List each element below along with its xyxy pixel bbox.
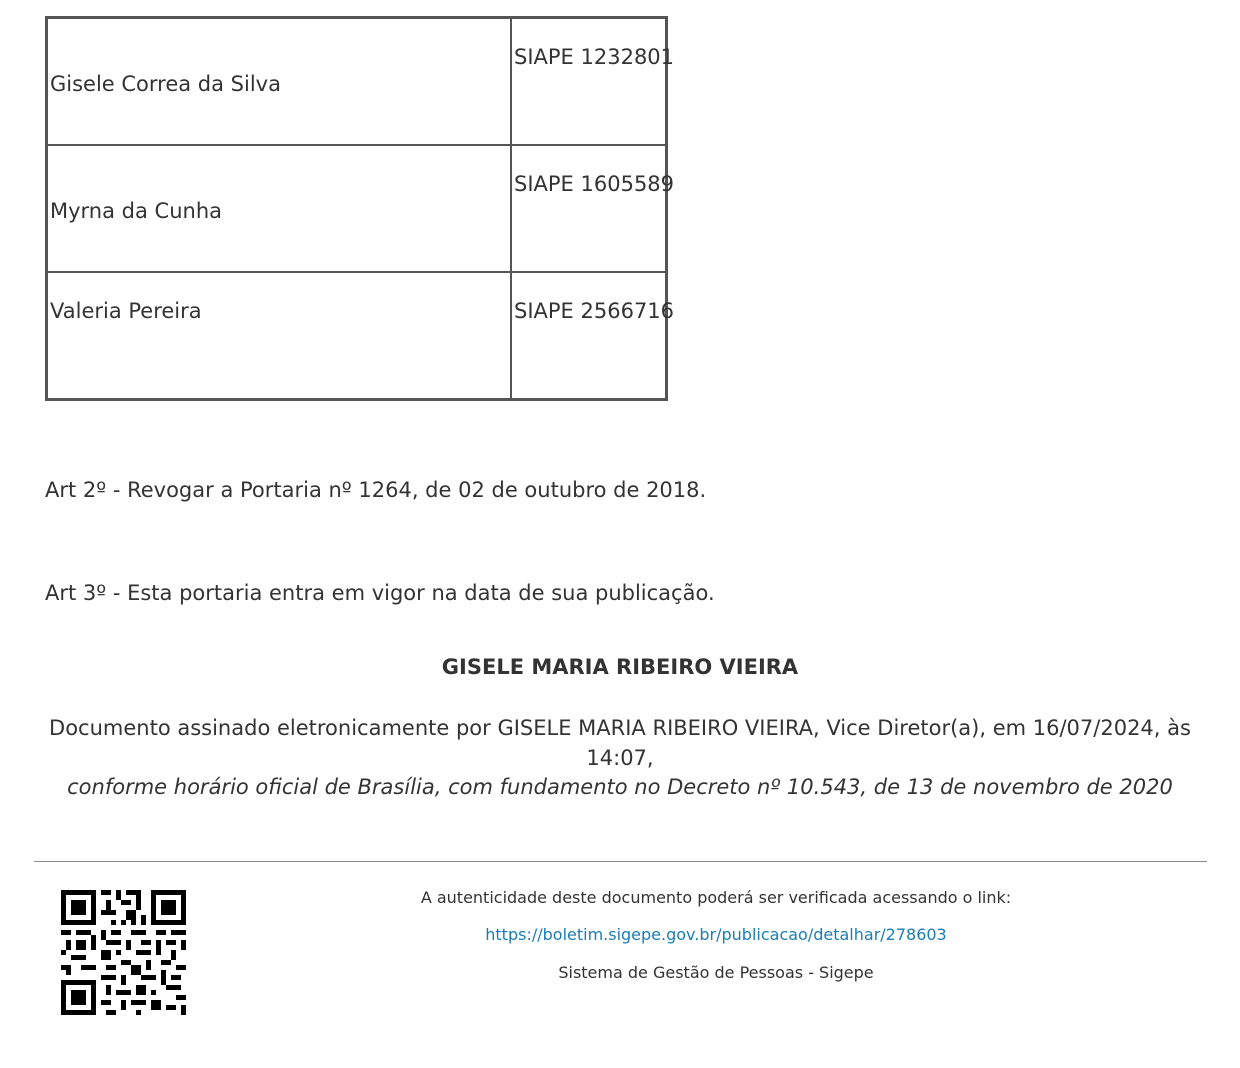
- article-3: Art 3º - Esta portaria entra em vigor na data de sua publicação.: [45, 581, 715, 605]
- name-cell: [47, 145, 511, 272]
- signature-legal-basis: conforme horário oficial de Brasília, com fundamento no Decreto nº 10.543, de 13 de novembro de 2020: [67, 775, 1173, 799]
- signer-name: GISELE MARIA RIBEIRO VIEIRA: [441, 655, 799, 679]
- verification-link[interactable]: https://boletim.sigepe.gov.br/publicacao/detalhar/278603: [485, 925, 947, 944]
- signature-statement: Documento assinado eletronicamente por GISELE MARIA RIBEIRO VIEIRA, Vice Diretor(a), em 16/07/2024, às 14:07,: [49, 716, 1191, 770]
- servant-name: Gisele Correa da Silva: [50, 72, 281, 96]
- siape-cell: [511, 18, 675, 145]
- siape-cell: [511, 145, 675, 272]
- servant-siape: SIAPE 1605589: [514, 172, 675, 196]
- article-2: Art 2º - Revogar a Portaria nº 1264, de 02 de outubro de 2018.: [45, 478, 707, 502]
- name-cell: [47, 272, 511, 399]
- system-name: Sistema de Gestão de Pessoas - Sigepe: [558, 963, 874, 982]
- name-cell: [47, 18, 511, 145]
- servants-table: [45, 16, 675, 401]
- servant-siape: SIAPE 1232801: [514, 45, 675, 69]
- verification-text: A autenticidade deste documento poderá ser verificada acessando o link:: [420, 888, 1012, 907]
- qr-code-icon: [61, 890, 186, 1015]
- table-row: [47, 272, 666, 399]
- servant-siape: SIAPE 2566716: [514, 299, 675, 323]
- servant-name: Myrna da Cunha: [50, 199, 222, 223]
- servant-name: Valeria Pereira: [50, 299, 202, 323]
- table-row: [47, 18, 666, 145]
- footer-divider: [34, 861, 1207, 862]
- siape-cell: [511, 272, 675, 399]
- table-row: [47, 145, 666, 272]
